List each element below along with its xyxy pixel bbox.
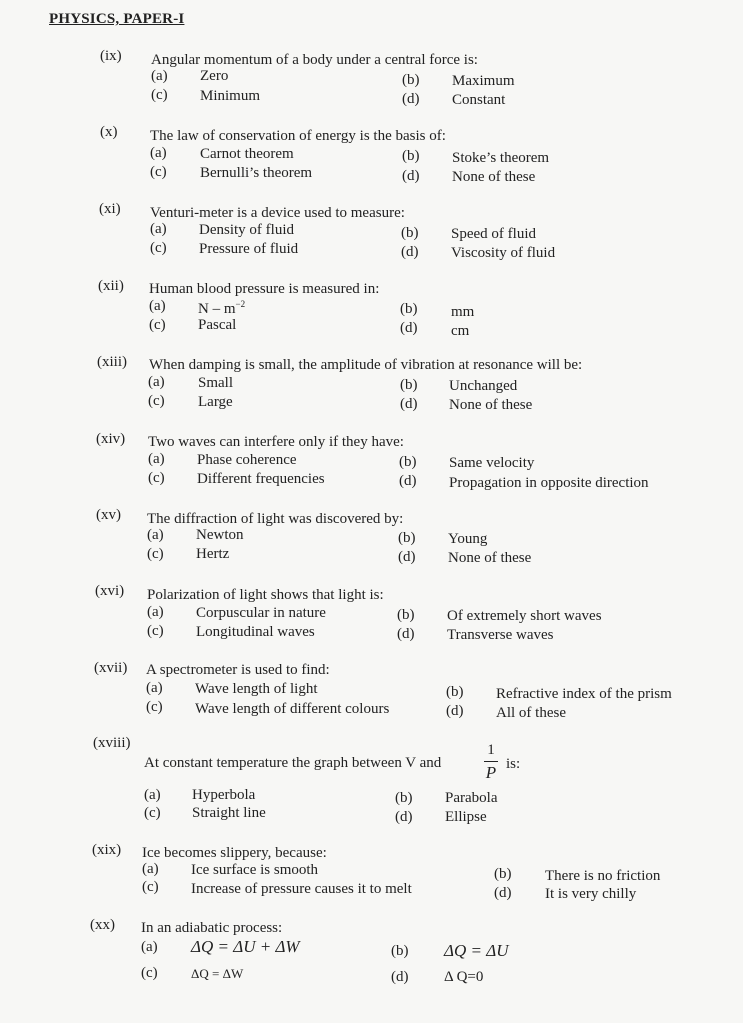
option-d-label: (d) — [395, 809, 413, 825]
option-a-formula: ΔQ = ΔU + ΔW — [191, 937, 300, 956]
question-stem: In an adiabatic process: — [141, 920, 283, 936]
option-a-label: (a) — [149, 298, 166, 314]
option-a-text: Carnot theorem — [200, 146, 294, 162]
question-number: (xvii) — [94, 660, 128, 676]
option-b-label: (b) — [446, 684, 464, 700]
option-c-text: Straight line — [192, 805, 266, 821]
question-number: (xi) — [99, 201, 121, 217]
question-stem-suffix: is: — [506, 756, 521, 772]
question-number: (ix) — [100, 48, 122, 64]
question-stem: Angular momentum of a body under a central force is: — [151, 52, 478, 68]
option-a-label: (a) — [148, 374, 165, 390]
option-a-text: Ice surface is smooth — [191, 862, 319, 878]
option-b-text: Maximum — [452, 73, 515, 89]
option-c-label: (c) — [148, 393, 165, 409]
option-c-text: Minimum — [200, 88, 261, 104]
option-c-formula: ΔQ = ΔW — [191, 966, 244, 981]
option-d-text: Constant — [452, 92, 506, 108]
question-stem: A spectrometer is used to find: — [146, 662, 330, 678]
option-a-text: Small — [198, 375, 234, 391]
option-b-text: Unchanged — [449, 378, 518, 394]
option-d-label: (d) — [401, 244, 419, 260]
option-d-label: (d) — [402, 168, 420, 184]
option-d-label: (d) — [446, 703, 464, 719]
option-b-text: Refractive index of the prism — [496, 686, 672, 702]
question-stem: The law of conservation of energy is the basis of: — [150, 128, 446, 144]
option-a-text: Density of fluid — [199, 222, 294, 238]
question-stem: Two waves can interfere only if they have: — [148, 434, 404, 450]
question-number: (xvi) — [95, 583, 125, 599]
option-b-text: Stoke’s theorem — [452, 150, 550, 166]
option-c-text: Wave length of different colours — [195, 701, 390, 717]
question-number: (xix) — [92, 842, 122, 858]
option-d-text: cm — [451, 323, 470, 339]
option-b-label: (b) — [391, 943, 409, 959]
option-d-text: None of these — [452, 169, 536, 185]
option-b-label: (b) — [400, 377, 418, 393]
option-c-label: (c) — [150, 240, 167, 256]
option-b-text: mm — [451, 304, 475, 320]
option-b-label: (b) — [400, 301, 418, 317]
option-b-text: There is no friction — [545, 868, 661, 884]
question-stem: The diffraction of light was discovered by: — [147, 511, 404, 527]
option-b-text: Speed of fluid — [451, 226, 536, 242]
question-number: (xii) — [98, 278, 124, 294]
option-c-text: Pascal — [198, 317, 237, 333]
question-number: (x) — [100, 124, 118, 140]
option-d-text: Transverse waves — [447, 627, 554, 643]
option-b-label: (b) — [402, 148, 420, 164]
option-a-label: (a) — [144, 787, 161, 803]
question-stem: Ice becomes slippery, because: — [142, 845, 327, 861]
option-d-text: It is very chilly — [545, 886, 637, 902]
option-c-text: Pressure of fluid — [199, 241, 299, 257]
option-d-text: Propagation in opposite direction — [449, 475, 649, 491]
option-a-label: (a) — [151, 68, 168, 84]
fraction-1-over-p — [484, 743, 498, 782]
option-d-label: (d) — [398, 549, 416, 565]
option-c-label: (c) — [141, 965, 158, 981]
option-c-label: (c) — [146, 699, 163, 715]
option-d-text: Viscosity of fluid — [451, 245, 556, 261]
option-b-text: Young — [448, 531, 488, 547]
question-number: (xiii) — [97, 354, 127, 370]
option-a-label: (a) — [148, 451, 165, 467]
option-b-formula: ΔQ = ΔU — [444, 941, 509, 960]
question-stem: When damping is small, the amplitude of vibration at resonance will be: — [149, 357, 583, 373]
option-a-label: (a) — [147, 604, 164, 620]
option-a-text: Phase coherence — [197, 452, 297, 468]
option-a-label: (a) — [142, 861, 159, 877]
option-c-text: Hertz — [196, 546, 230, 562]
option-b-label: (b) — [399, 454, 417, 470]
question-stem: Venturi-meter is a device used to measure: — [150, 205, 405, 221]
option-b-text: Same velocity — [449, 455, 535, 471]
option-d-label: (d) — [399, 473, 417, 489]
option-c-label: (c) — [147, 623, 164, 639]
option-d-text: None of these — [448, 550, 532, 566]
option-b-label: (b) — [494, 866, 512, 882]
option-a-text: Zero — [200, 68, 229, 84]
option-a-label: (a) — [150, 145, 167, 161]
option-d-label: (d) — [391, 969, 409, 985]
option-a-main: N – m — [198, 301, 236, 317]
option-c-label: (c) — [144, 805, 161, 821]
option-c-label: (c) — [151, 87, 168, 103]
option-b-label: (b) — [401, 225, 419, 241]
option-b-label: (b) — [402, 72, 420, 88]
option-a-text: Hyperbola — [192, 787, 256, 803]
question-stem: At constant temperature the graph between V and — [144, 755, 442, 771]
option-a-exponent: −2 — [235, 299, 246, 309]
option-c-text: Bernulli’s theorem — [200, 165, 313, 181]
option-b-label: (b) — [395, 790, 413, 806]
option-a-label: (a) — [141, 939, 158, 955]
option-b-label: (b) — [397, 607, 415, 623]
option-d-text: All of these — [496, 705, 566, 721]
option-c-label: (c) — [148, 470, 165, 486]
option-b-text: Of extremely short waves — [447, 608, 602, 624]
option-d-label: (d) — [402, 91, 420, 107]
fraction-numerator: 1 — [487, 742, 495, 758]
question-stem: Human blood pressure is measured in: — [149, 281, 380, 297]
option-c-label: (c) — [149, 317, 166, 333]
option-d-label: (d) — [400, 320, 418, 336]
option-c-label: (c) — [147, 546, 164, 562]
option-d-label: (d) — [494, 885, 512, 901]
option-d-label: (d) — [397, 626, 415, 642]
question-number: (xiv) — [96, 431, 126, 447]
option-a-text: Wave length of light — [195, 681, 318, 697]
option-a-label: (a) — [150, 221, 167, 237]
option-c-text: Different frequencies — [197, 471, 325, 487]
option-a-label: (a) — [147, 527, 164, 543]
question-stem: Polarization of light shows that light is: — [147, 587, 384, 603]
option-d-formula: Δ Q=0 — [444, 969, 484, 985]
option-a-text — [198, 300, 245, 317]
option-d-label: (d) — [400, 396, 418, 412]
fraction-bar — [484, 761, 498, 762]
option-d-text: Ellipse — [445, 809, 487, 825]
option-a-text: Newton — [196, 527, 244, 543]
option-c-text: Increase of pressure causes it to melt — [191, 881, 412, 897]
option-c-text: Longitudinal waves — [196, 624, 315, 640]
option-c-label: (c) — [142, 879, 159, 895]
option-a-label: (a) — [146, 680, 163, 696]
question-number: (xv) — [96, 507, 121, 523]
option-b-text: Parabola — [445, 790, 498, 806]
paper-title: PHYSICS, PAPER-I — [49, 11, 185, 27]
option-d-text: None of these — [449, 397, 533, 413]
question-number: (xx) — [90, 917, 115, 933]
question-number: (xviii) — [93, 735, 131, 751]
option-c-label: (c) — [150, 164, 167, 180]
option-b-label: (b) — [398, 530, 416, 546]
option-c-text: Large — [198, 394, 233, 410]
option-a-text: Corpuscular in nature — [196, 605, 326, 621]
fraction-denominator: P — [485, 763, 497, 782]
